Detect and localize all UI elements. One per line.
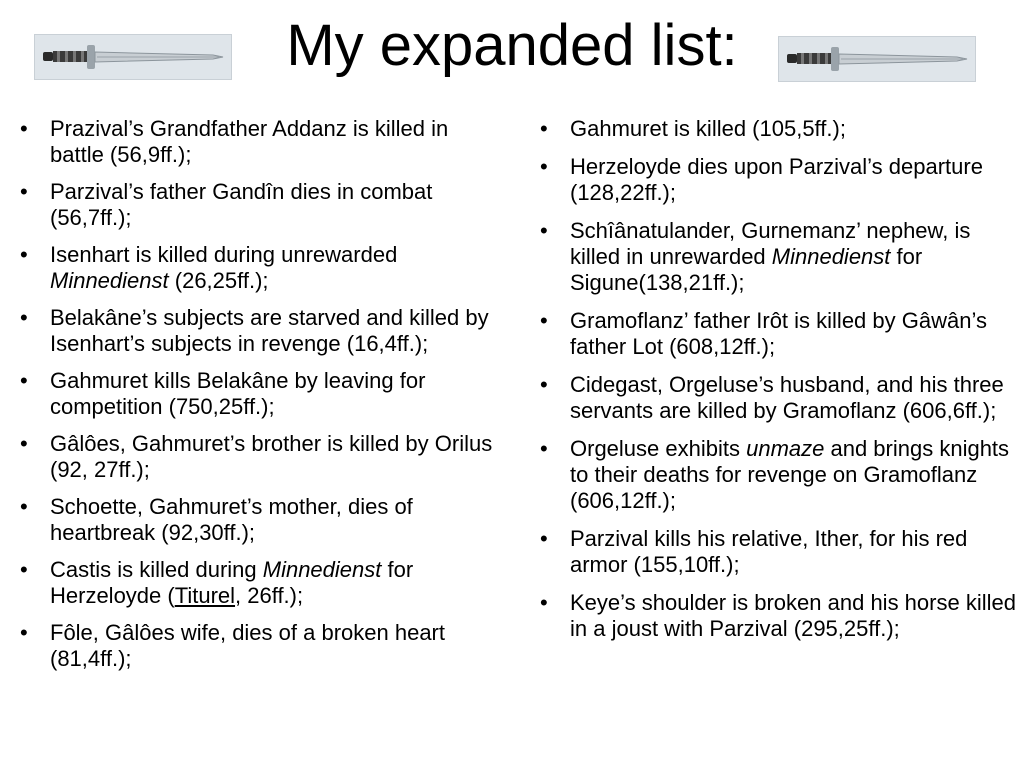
list-item-text: Fôle, Gâlôes wife, dies of a broken heart (81,4ff.); [50,620,445,671]
list-item-text: Herzeloyde dies upon Parzival’s departure (128,22ff.); [570,154,983,205]
list-item-text: Parzival’s father Gandîn dies in combat (56,7ff.); [50,179,433,230]
list-item-text: Parzival kills his relative, Ither, for his red armor (155,10ff.); [570,526,968,577]
list-item [14,494,494,546]
list-item [14,620,494,672]
list-item [534,116,1016,142]
list-item-text: Gahmuret is killed (105,5ff.); [570,116,846,141]
right-bullet-list [534,116,1016,642]
list-item-text: Gâlôes, Gahmuret’s brother is killed by Orilus (92, 27ff.); [50,431,493,482]
list-item-text: Schîânatulander, Gurnemanz’ nephew, is killed in unrewarded [570,218,971,269]
list-item [534,526,1016,578]
bullet-marker: • [20,620,28,645]
list-item-text: Prazival’s Grandfather Addanz is killed in battle (56,9ff.); [50,116,449,167]
dagger-icon [778,36,976,82]
list-item [14,557,494,609]
list-item [14,368,494,420]
bullet-marker: • [540,526,548,551]
bullet-marker: • [20,242,28,267]
list-item [534,372,1016,424]
left-column [14,116,494,683]
list-item-text: for Herzeloyde ( [50,557,414,608]
bullet-marker: • [20,494,28,519]
bullet-marker: • [20,179,28,204]
list-item-text: and brings knights to their deaths for revenge on Gramoflanz (606,12ff.); [570,436,1010,513]
bullet-marker: • [540,436,548,461]
list-item-text: Minnedienst [771,244,891,269]
list-item-text: Belakâne’s subjects are starved and killed by Isenhart’s subjects in revenge (16,4ff.); [50,305,489,356]
list-item-text: unmaze [746,436,825,461]
bullet-marker: • [540,154,548,179]
list-item [14,179,494,231]
list-item [14,116,494,168]
bullet-marker: • [20,431,28,456]
list-item-text: , 26ff.); [235,583,304,608]
list-item-text: for Sigune(138,21ff.); [570,244,923,295]
list-item-text: Cidegast, Orgeluse’s husband, and his three servants are killed by Gramoflanz (606,6ff.); [570,372,1004,423]
bullet-marker: • [20,557,28,582]
list-item [14,305,494,357]
list-item-text: Titurel [174,583,236,608]
list-item [534,308,1016,360]
list-item-text: Keye’s shoulder is broken and his horse killed in a joust with Parzival (295,25ff.); [570,590,1016,641]
list-item-text: Isenhart is killed during unrewarded [50,242,398,267]
list-item [534,590,1016,642]
bullet-marker: • [20,305,28,330]
bullet-marker: • [540,372,548,397]
bullet-marker: • [540,308,548,333]
list-item [534,154,1016,206]
list-item [534,436,1016,514]
list-item-text: Minnedienst [262,557,382,582]
list-item-text: Schoette, Gahmuret’s mother, dies of heartbreak (92,30ff.); [50,494,413,545]
list-item [14,431,494,483]
list-item [14,242,494,294]
list-item [534,218,1016,296]
list-item-text: Minnedienst [50,268,169,293]
bullet-marker: • [540,116,548,141]
bullet-marker: • [540,218,548,243]
list-item-text: Castis is killed during [50,557,263,582]
right-column [534,116,1016,654]
list-item-text: (26,25ff.); [168,268,269,293]
bullet-marker: • [540,590,548,615]
list-item-text: Orgeluse exhibits [570,436,747,461]
bullet-marker: • [20,368,28,393]
left-bullet-list [14,116,494,672]
bullet-marker: • [20,116,28,141]
slide-title: My expanded list: [286,13,738,78]
list-item-text: Gramoflanz’ father Irôt is killed by Gâwân’s father Lot (608,12ff.); [570,308,987,359]
list-item-text: Gahmuret kills Belakâne by leaving for competition (750,25ff.); [50,368,426,419]
dagger-icon [34,34,232,80]
